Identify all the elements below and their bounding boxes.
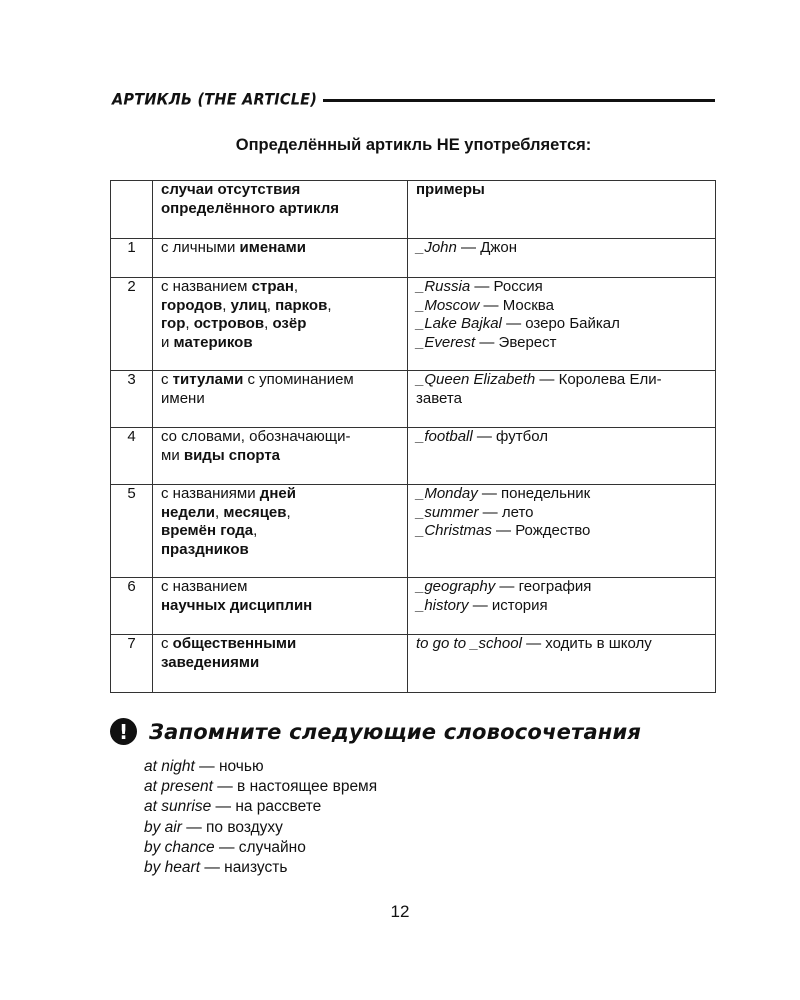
- cell-line: [161, 522, 399, 541]
- table-row: [111, 371, 716, 428]
- cell-line: [161, 597, 399, 616]
- header-rule: [323, 99, 715, 102]
- english-term: _summer: [416, 503, 479, 521]
- cell-line: [161, 447, 399, 466]
- english-term: _Queen Elizabeth: [416, 371, 536, 388]
- text-segment: — Москва: [479, 296, 554, 314]
- english-term: _John: [416, 239, 457, 256]
- example-cell: [408, 578, 716, 635]
- bold-term: островов: [193, 315, 265, 332]
- bold-term: общественными: [172, 635, 297, 652]
- phrase-item: [144, 858, 377, 878]
- english-term: _Lake Bajkal: [416, 315, 502, 332]
- cell-line: [161, 504, 399, 523]
- cell-line: [416, 278, 707, 297]
- example-cell: [408, 278, 716, 371]
- bold-term: парков: [275, 296, 328, 314]
- bold-term: виды спорта: [183, 446, 281, 464]
- text-segment: ми: [161, 446, 184, 464]
- example-cell: [408, 485, 716, 578]
- text-segment: — Россия: [470, 278, 543, 295]
- english-term: _Russia: [416, 278, 471, 295]
- text-segment: с названиями: [161, 485, 260, 502]
- cell-line: [161, 578, 399, 597]
- row-number: 3: [111, 371, 153, 428]
- text-segment: ,: [185, 315, 194, 332]
- text-segment: — история: [468, 596, 548, 614]
- text-segment: завета: [416, 389, 462, 407]
- text-segment: ,: [222, 296, 231, 314]
- text-segment: — Рождество: [491, 522, 591, 539]
- case-cell: [153, 578, 408, 635]
- text-segment: — Эверест: [475, 333, 557, 351]
- text-segment: ,: [264, 315, 273, 332]
- cell-line: [161, 541, 399, 560]
- case-cell: [153, 278, 408, 371]
- section-subtitle: Определённый артикль НЕ употребляется:: [235, 136, 592, 154]
- example-cell: [408, 239, 716, 278]
- cell-line: [161, 371, 399, 390]
- cell-line: [161, 485, 399, 504]
- bold-term: городов: [161, 296, 223, 314]
- example-cell: [408, 428, 716, 485]
- table-row: [111, 239, 716, 278]
- phrase-item: [144, 797, 377, 817]
- text-segment: — Джон: [456, 239, 518, 256]
- cell-line: [416, 428, 707, 447]
- example-cell: [408, 371, 716, 428]
- bold-term: заведениями: [161, 653, 260, 671]
- cell-line: [161, 315, 399, 334]
- row-number: 2: [111, 278, 153, 371]
- text-segment: ,: [286, 503, 291, 521]
- english-term: _geography: [416, 578, 496, 595]
- table-row: [111, 278, 716, 371]
- cell-line: [161, 239, 399, 258]
- phrase-english: by heart: [144, 859, 201, 877]
- table-row: [111, 578, 716, 635]
- cell-line: [416, 578, 707, 597]
- cell-line: [416, 334, 707, 353]
- text-segment: — футбол: [472, 428, 548, 445]
- phrase-translation: — по воздуху: [181, 818, 283, 836]
- header-cases-cell: случаи отсутствия определённого артикля: [153, 181, 408, 239]
- phrase-translation: — ночью: [194, 758, 264, 775]
- bold-term: гор: [161, 315, 186, 332]
- bold-term: дней: [259, 485, 296, 502]
- phrase-english: by chance: [144, 838, 215, 856]
- bold-term: недели: [161, 503, 216, 521]
- header-examples-cell: примеры: [408, 181, 716, 239]
- text-segment: с названием: [161, 278, 252, 295]
- phrase-translation: — наизусть: [200, 859, 288, 877]
- row-number: 7: [111, 635, 153, 693]
- cell-line: [161, 428, 399, 447]
- case-cell: [153, 428, 408, 485]
- phrase-english: at sunrise: [144, 798, 212, 816]
- table-header-row: [111, 181, 716, 239]
- row-number: 1: [111, 239, 153, 278]
- phrase-english: at night: [144, 758, 195, 775]
- text-segment: — озеро Байкал: [501, 315, 620, 332]
- text-segment: ,: [266, 296, 276, 314]
- case-cell: [153, 485, 408, 578]
- bold-term: именами: [239, 239, 306, 256]
- phrase-english: at present: [144, 778, 213, 796]
- table-row: [111, 485, 716, 578]
- text-segment: с личными: [161, 239, 240, 256]
- english-term: to go to _school: [416, 635, 522, 652]
- cell-line: [416, 297, 707, 316]
- header-num-cell: [111, 181, 153, 239]
- english-term: _Moscow: [416, 296, 480, 314]
- exclamation-icon: !: [110, 718, 137, 745]
- row-number: 5: [111, 485, 153, 578]
- bold-term: научных дисциплин: [161, 596, 313, 614]
- text-segment: ,: [253, 522, 258, 539]
- cell-line: [416, 239, 707, 258]
- article-usage-table: [110, 180, 716, 693]
- phrase-translation: — на рассвете: [211, 798, 322, 816]
- bold-term: праздников: [161, 540, 249, 558]
- example-cell: [408, 635, 716, 693]
- bold-term: титулами: [172, 371, 244, 388]
- phrase-item: [144, 777, 377, 797]
- case-cell: [153, 239, 408, 278]
- bold-term: времён года: [161, 522, 254, 539]
- english-term: _Christmas: [416, 522, 492, 539]
- cell-line: [161, 297, 399, 316]
- page-header: [112, 90, 715, 110]
- english-term: _history: [416, 596, 469, 614]
- phrase-item: [144, 838, 377, 858]
- cell-line: [161, 654, 399, 673]
- table-row: [111, 428, 716, 485]
- cell-line: [416, 597, 707, 616]
- text-segment: с упоминанием: [243, 371, 354, 388]
- text-segment: — география: [495, 578, 592, 595]
- bold-term: улиц: [230, 296, 267, 314]
- bold-term: месяцев: [223, 503, 287, 521]
- bold-term: материков: [173, 333, 253, 351]
- memo-title: Запомните следующие словосочетания: [149, 719, 642, 744]
- bold-term: озёр: [272, 315, 307, 332]
- text-segment: со словами, обозначающи-: [161, 428, 351, 445]
- case-cell: [153, 635, 408, 693]
- text-segment: — лето: [478, 503, 534, 521]
- english-term: _football: [416, 428, 473, 445]
- phrase-item: [144, 818, 377, 838]
- bold-term: стран: [251, 278, 294, 295]
- english-term: _Everest: [416, 333, 476, 351]
- row-number: 4: [111, 428, 153, 485]
- phrase-item: [144, 757, 377, 777]
- english-term: _Monday: [416, 485, 478, 502]
- text-segment: с: [161, 635, 173, 652]
- text-segment: ,: [327, 296, 332, 314]
- text-segment: и: [161, 333, 174, 351]
- text-segment: с названием: [161, 578, 248, 595]
- cell-line: [416, 485, 707, 504]
- cell-line: [161, 278, 399, 297]
- text-segment: имени: [161, 389, 205, 407]
- cell-line: [416, 390, 707, 409]
- cell-line: [416, 635, 707, 654]
- memo-heading: [110, 718, 641, 745]
- phrase-translation: — в настоящее время: [212, 778, 378, 796]
- cell-line: [416, 315, 707, 334]
- text-segment: с: [161, 371, 173, 388]
- text-segment: — ходить в школу: [521, 635, 652, 652]
- cell-line: [161, 635, 399, 654]
- text-segment: ,: [293, 278, 299, 295]
- page-number: 12: [390, 902, 410, 921]
- phrase-list: [144, 757, 377, 878]
- row-number: 6: [111, 578, 153, 635]
- text-segment: — Королева Ели-: [535, 371, 662, 388]
- cell-line: [416, 504, 707, 523]
- cell-line: [416, 371, 707, 390]
- phrase-english: by air: [144, 818, 182, 836]
- text-segment: — понедельник: [477, 485, 591, 502]
- header-title: АРТИКЛЬ (THE ARTICLE): [112, 91, 318, 109]
- table-row: [111, 635, 716, 693]
- cell-line: [161, 390, 399, 409]
- cell-line: [416, 522, 707, 541]
- cell-line: [161, 334, 399, 353]
- case-cell: [153, 371, 408, 428]
- phrase-translation: — случайно: [214, 838, 306, 856]
- text-segment: ,: [215, 503, 224, 521]
